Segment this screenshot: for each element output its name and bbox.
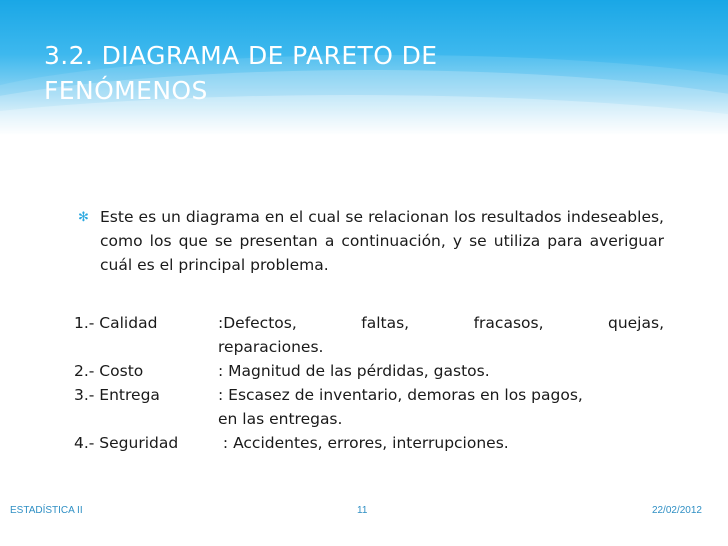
- item-label: 1.- Calidad: [74, 314, 158, 332]
- footer-slide-number: 11: [357, 505, 368, 516]
- item-label: 2.- Costo: [74, 362, 144, 380]
- item-description-line: : Accidentes, errores, interrupciones.: [218, 434, 509, 452]
- bullet-paragraph: [74, 205, 664, 277]
- list-item: [74, 359, 664, 383]
- snowflake-bullet-icon: ✻: [78, 210, 89, 225]
- item-description-line: :Defectos, faltas, fracasos, quejas,: [218, 314, 664, 332]
- item-description: [218, 431, 664, 455]
- item-label: 4.- Seguridad: [74, 434, 179, 452]
- list-item: [74, 383, 664, 431]
- item-description: [218, 383, 664, 431]
- slide-content: [74, 205, 664, 455]
- footer-course-name: ESTADÍSTICA II: [10, 505, 83, 516]
- bullet-text: Este es un diagrama en el cual se relacionan los resultados indeseables, como los que se presentan a continuación, y se utiliza para averiguar cuál es el principal problema.: [100, 208, 664, 274]
- list-item: [74, 431, 664, 455]
- item-description: [218, 359, 664, 383]
- slide-title: [44, 38, 664, 108]
- item-description: [218, 311, 664, 359]
- item-label: 3.- Entrega: [74, 386, 160, 404]
- slide-title-line-1: 3.2. DIAGRAMA DE PARETO DE: [44, 41, 438, 70]
- item-description-line: : Escasez de inventario, demoras en los pagos,: [218, 386, 583, 404]
- item-description-line: en las entregas.: [218, 410, 343, 428]
- slide-footer: [0, 505, 728, 523]
- item-description-line: reparaciones.: [218, 338, 324, 356]
- item-description-line: : Magnitud de las pérdidas, gastos.: [218, 362, 490, 380]
- slide-title-line-2: FENÓMENOS: [44, 76, 208, 105]
- footer-date: 22/02/2012: [651, 505, 702, 516]
- list-item: [74, 311, 664, 359]
